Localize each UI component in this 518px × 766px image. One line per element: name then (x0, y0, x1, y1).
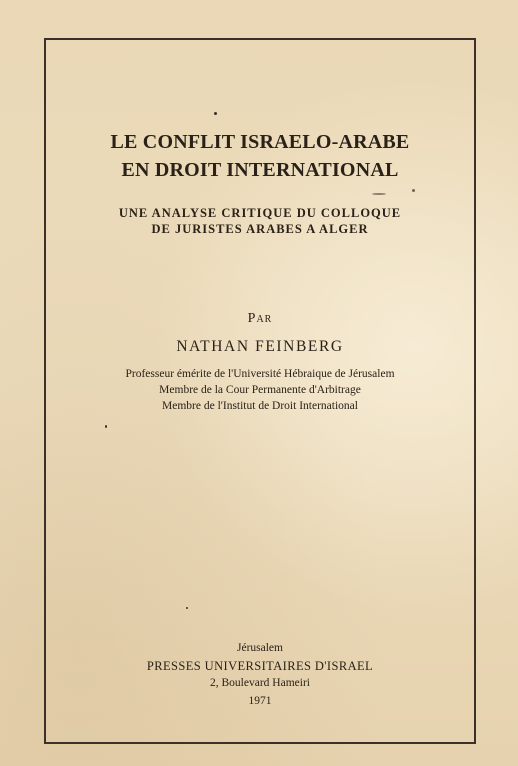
credential-line: Professeur émérite de l'Université Hébraique de Jérusalem (125, 368, 395, 380)
book-title (44, 128, 476, 184)
title-line-2: EN DROIT INTERNATIONAL (121, 159, 399, 181)
subtitle-line-2: DE JURISTES ARABES A ALGER (151, 222, 369, 236)
imprint-address: 2, Boulevard Hameiri (210, 677, 310, 689)
author-credentials (44, 366, 476, 414)
imprint (44, 640, 476, 710)
credential-line: Membre de la Cour Permanente d'Arbitrage (159, 384, 361, 396)
credential-line: Membre de l'Institut de Droit International (162, 400, 358, 412)
imprint-city: Jérusalem (237, 642, 283, 654)
book-subtitle (44, 205, 476, 237)
subtitle-line-1: UNE ANALYSE CRITIQUE DU COLLOQUE (118, 206, 402, 220)
imprint-year: 1971 (248, 694, 272, 707)
paper-speck (412, 189, 415, 192)
paper-speck (214, 112, 217, 115)
paper-speck (105, 425, 107, 428)
by-label: Par (247, 311, 273, 326)
paper-speck (372, 193, 386, 195)
title-line-1: LE CONFLIT ISRAELO-ARABE (110, 131, 410, 153)
author-name: NATHAN FEINBERG (176, 338, 344, 355)
imprint-publisher: PRESSES UNIVERSITAIRES D'ISRAEL (146, 658, 374, 673)
paper-speck (186, 607, 188, 609)
